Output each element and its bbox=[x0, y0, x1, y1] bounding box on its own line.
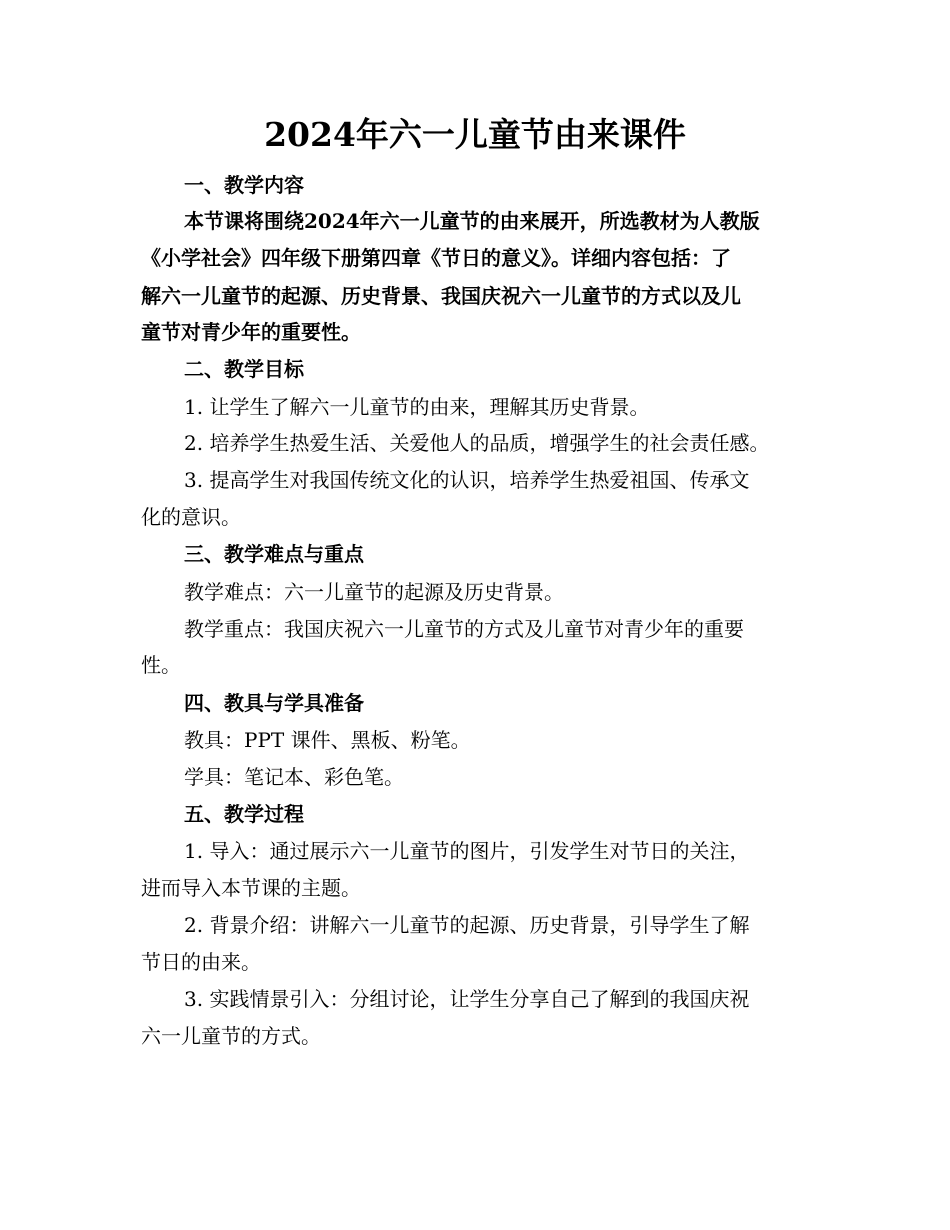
teaching-tools-line: 教具：PPT 课件、黑板、粉笔。 bbox=[184, 728, 471, 752]
paragraph-line: 本节课将围绕2024年六一儿童节的由来展开，所选教材为人教版 bbox=[184, 209, 760, 233]
process-item: 1. 导入：通过展示六一儿童节的图片，引发学生对节日的关注， bbox=[184, 839, 750, 863]
key-point-line-continued: 性。 bbox=[141, 653, 181, 677]
process-item-continued: 节日的由来。 bbox=[141, 950, 261, 974]
process-item-continued: 六一儿童节的方式。 bbox=[141, 1024, 321, 1048]
objective-item-continued: 化的意识。 bbox=[141, 505, 241, 529]
section-heading-difficulties: 三、教学难点与重点 bbox=[184, 542, 364, 566]
section-heading-materials: 四、教具与学具准备 bbox=[184, 691, 364, 715]
difficulty-line: 教学难点：六一儿童节的起源及历史背景。 bbox=[184, 580, 564, 604]
section-heading-process: 五、教学过程 bbox=[184, 802, 304, 826]
process-item-continued: 进而导入本节课的主题。 bbox=[141, 876, 361, 900]
document-title: 2024年六一儿童节由来课件 bbox=[264, 115, 686, 154]
key-point-line: 教学重点：我国庆祝六一儿童节的方式及儿童节对青少年的重要 bbox=[184, 617, 744, 641]
section-heading-content: 一、教学内容 bbox=[184, 173, 304, 197]
paragraph-line: 解六一儿童节的起源、历史背景、我国庆祝六一儿童节的方式以及儿 bbox=[141, 284, 741, 308]
learning-tools-line: 学具：笔记本、彩色笔。 bbox=[184, 765, 404, 789]
process-item: 3. 实践情景引入：分组讨论，让学生分享自己了解到的我国庆祝 bbox=[184, 987, 750, 1011]
objective-item: 2. 培养学生热爱生活、关爱他人的品质，增强学生的社会责任感。 bbox=[184, 431, 770, 455]
objective-item: 1. 让学生了解六一儿童节的由来，理解其历史背景。 bbox=[184, 395, 650, 419]
section-heading-objectives: 二、教学目标 bbox=[184, 357, 304, 381]
paragraph-line: 《小学社会》四年级下册第四章《节日的意义》。详细内容包括：了 bbox=[141, 246, 731, 270]
process-item: 2. 背景介绍：讲解六一儿童节的起源、历史背景，引导学生了解 bbox=[184, 913, 750, 937]
objective-item: 3. 提高学生对我国传统文化的认识，培养学生热爱祖国、传承文 bbox=[184, 468, 750, 492]
paragraph-line: 童节对青少年的重要性。 bbox=[141, 320, 361, 344]
